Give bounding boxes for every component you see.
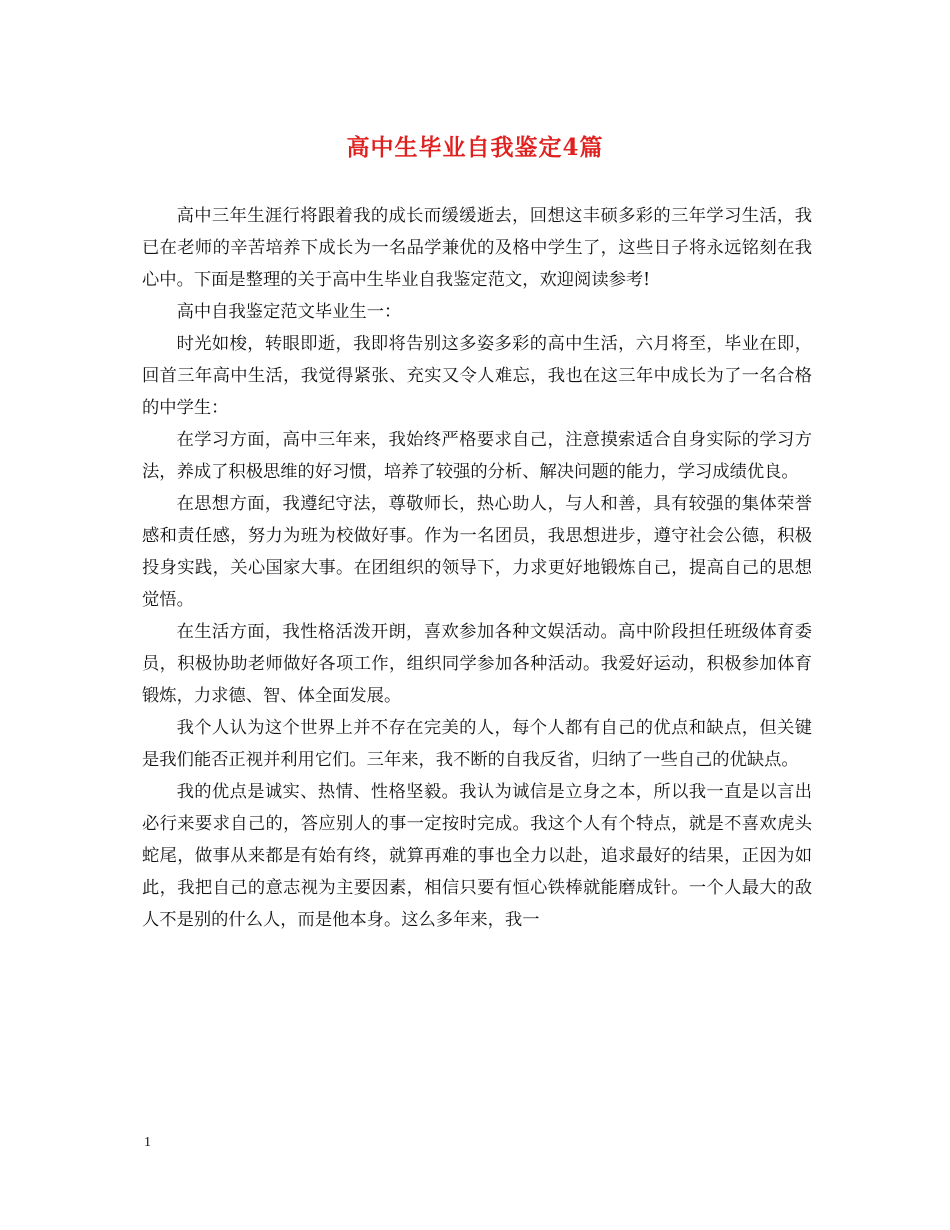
document-title: 高中生毕业自我鉴定4篇 [346,134,604,161]
paragraph-strengths: 我的优点是诚实、热情、性格坚毅。我认为诚信是立身之本，所以我一直是以言出必行来要求自己的，答应别人的事一定按时完成。我这个人有个特点，就是不喜欢虎头蛇尾，做事从来都是有始有终，就算再难的事也全力以赴，追求最好的结果，正因为如此，我把自己的意志视为主要因素，相信只要有恒心铁棒就能磨成针。一个人最大的敌人不是别的什么人，而是他本身。这么多年来，我一 [142,782,812,930]
paragraph-intro: 高中三年生涯行将跟着我的成长而缓缓逝去，回想这丰硕多彩的三年学习生活，我已在老师的辛苦培养下成长为一名品学兼优的及格中学生了，这些日子将永远铭刻在我心中。下面是整理的关于高中生毕业自我鉴定范文，欢迎阅读参考! [142,206,812,290]
paragraph-section-heading: 高中自我鉴定范文毕业生一： [176,302,402,322]
paragraph-self-reflection: 我个人认为这个世界上并不存在完美的人，每个人都有自己的优点和缺点，但关键是我们能否正视并利用它们。三年来，我不断的自我反省，归纳了一些自己的优缺点。 [142,718,812,770]
document-body [142,200,812,936]
paragraph-ideology: 在思想方面，我遵纪守法，尊敬师长，热心助人，与人和善，具有较强的集体荣誉感和责任感，努力为班为校做好事。作为一名团员，我思想进步，遵守社会公德，积极投身实践，关心国家大事。在团组织的领导下，力求更好地锻炼自己，提高自己的思想觉悟。 [142,494,812,610]
paragraph-study: 在学习方面，高中三年来，我始终严格要求自己，注意摸索适合自身实际的学习方法，养成了积极思维的好习惯，培养了较强的分析、解决问题的能力，学习成绩优良。 [142,430,812,482]
paragraph-life: 在生活方面，我性格活泼开朗，喜欢参加各种文娱活动。高中阶段担任班级体育委员，积极协助老师做好各项工作，组织同学参加各种活动。我爱好运动，积极参加体育锻炼，力求德、智、体全面发展。 [142,622,812,706]
paragraph-opening: 时光如梭，转眼即逝，我即将告别这多姿多彩的高中生活，六月将至，毕业在即，回首三年高中生活，我觉得紧张、充实又令人难忘，我也在这三年中成长为了一名合格的中学生： [142,334,812,418]
page-number: 1 [144,1135,151,1150]
